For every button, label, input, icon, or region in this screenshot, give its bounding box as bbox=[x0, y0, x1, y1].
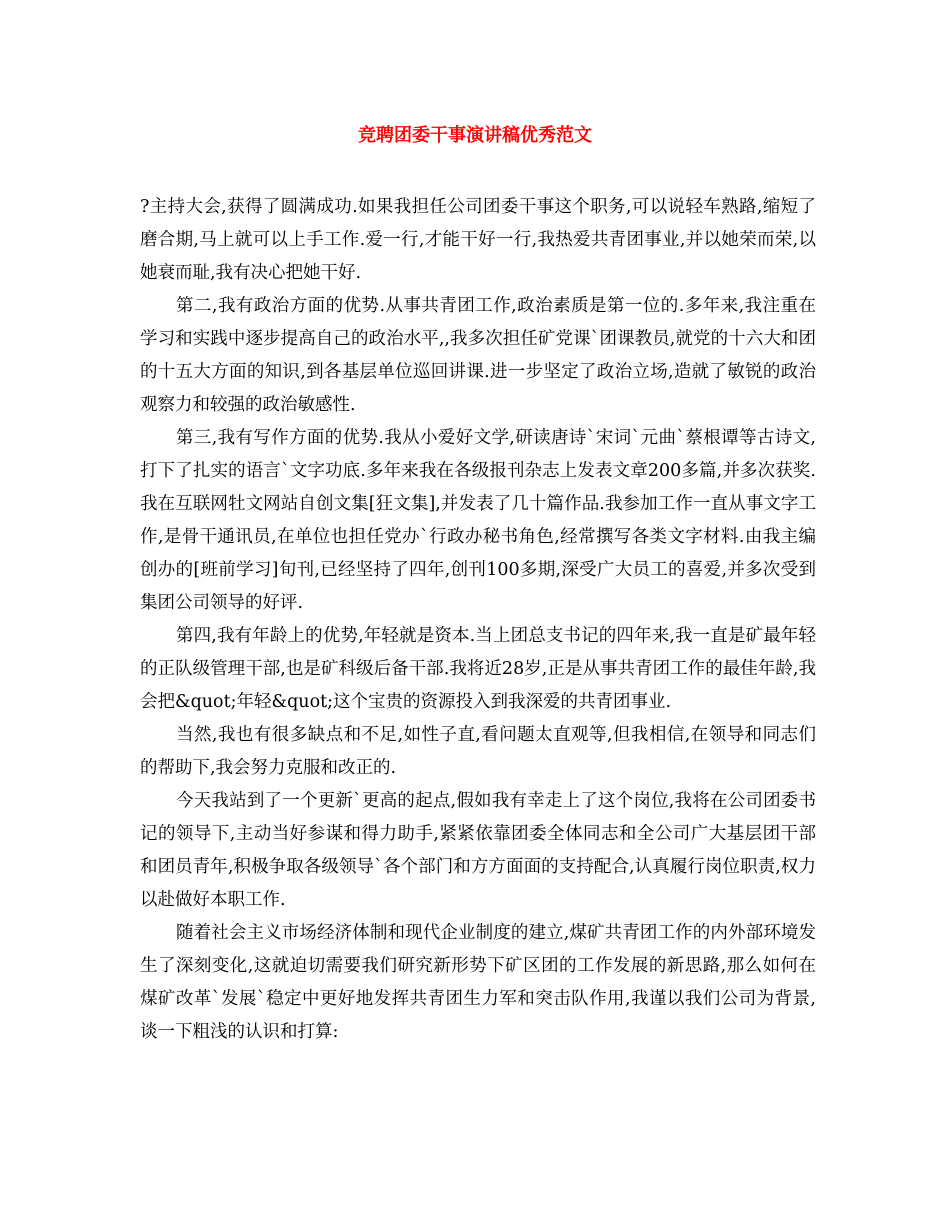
document-body bbox=[140, 191, 816, 1049]
paragraph: ?主持大会,获得了圆满成功.如果我担任公司团委干事这个职务,可以说轻车熟路,缩短了磨合期,马上就可以上手工作.爱一行,才能干好一行,我热爱共青团事业,并以她荣而荣,以她衰而耻,我有决心把她干好. bbox=[140, 197, 816, 283]
paragraph: 第四,我有年龄上的优势,年轻就是资本.当上团总支书记的四年来,我一直是矿最年轻的正队级管理干部,也是矿科级后备干部.我将近28岁,正是从事共青团工作的最佳年龄,我会把&quot;年轻&quot;这个宝贵的资源投入到我深爱的共青团事业. bbox=[140, 626, 816, 712]
paragraph: 随着社会主义市场经济体制和现代企业制度的建立,煤矿共青团工作的内外部环境发生了深刻变化,这就迫切需要我们研究新形势下矿区团的工作发展的新思路,那么如何在煤矿改革`发展`稳定中更好地发挥共青团生力军和突击队作用,我谨以我们公司为背景,谈一下粗浅的认识和打算: bbox=[140, 923, 816, 1042]
paragraph: 今天我站到了一个更新`更高的起点,假如我有幸走上了这个岗位,我将在公司团委书记的领导下,主动当好参谋和得力助手,紧紧依靠团委全体同志和全公司广大基层团干部和团员青年,积极争取各级领导`各个部门和方方面面的支持配合,认真履行岗位职责,权力以赴做好本职工作. bbox=[140, 791, 816, 910]
paragraph: 第二,我有政治方面的优势.从事共青团工作,政治素质是第一位的.多年来,我注重在学习和实践中逐步提高自己的政治水平,,我多次担任矿党课`团课教员,就党的十六大和团的十五大方面的知识,到各基层单位巡回讲课.进一步坚定了政治立场,造就了敏锐的政治观察力和较强的政治敏感性. bbox=[140, 296, 816, 415]
document-title: 竞聘团委干事演讲稿优秀范文 bbox=[358, 125, 592, 146]
paragraph: 第三,我有写作方面的优势.我从小爱好文学,研读唐诗`宋词`元曲`蔡根谭等古诗文,打下了扎实的语言`文字功底.多年来我在各级报刊杂志上发表文章200多篇,并多次获奖.我在互联网牡文网站自创文集[狂文集],并发表了几十篇作品.我参加工作一直从事文字工作,是骨干通讯员,在单位也担任党办`行政办秘书角色,经常撰写各类文字材料.由我主编创办的[班前学习]旬刊,已经坚持了四年,创刊100多期,深受广大员工的喜爱,并多次受到集团公司领导的好评. bbox=[140, 428, 816, 613]
paragraph: 当然,我也有很多缺点和不足,如性子直,看问题太直观等,但我相信,在领导和同志们的帮助下,我会努力克服和改正的. bbox=[140, 725, 816, 778]
